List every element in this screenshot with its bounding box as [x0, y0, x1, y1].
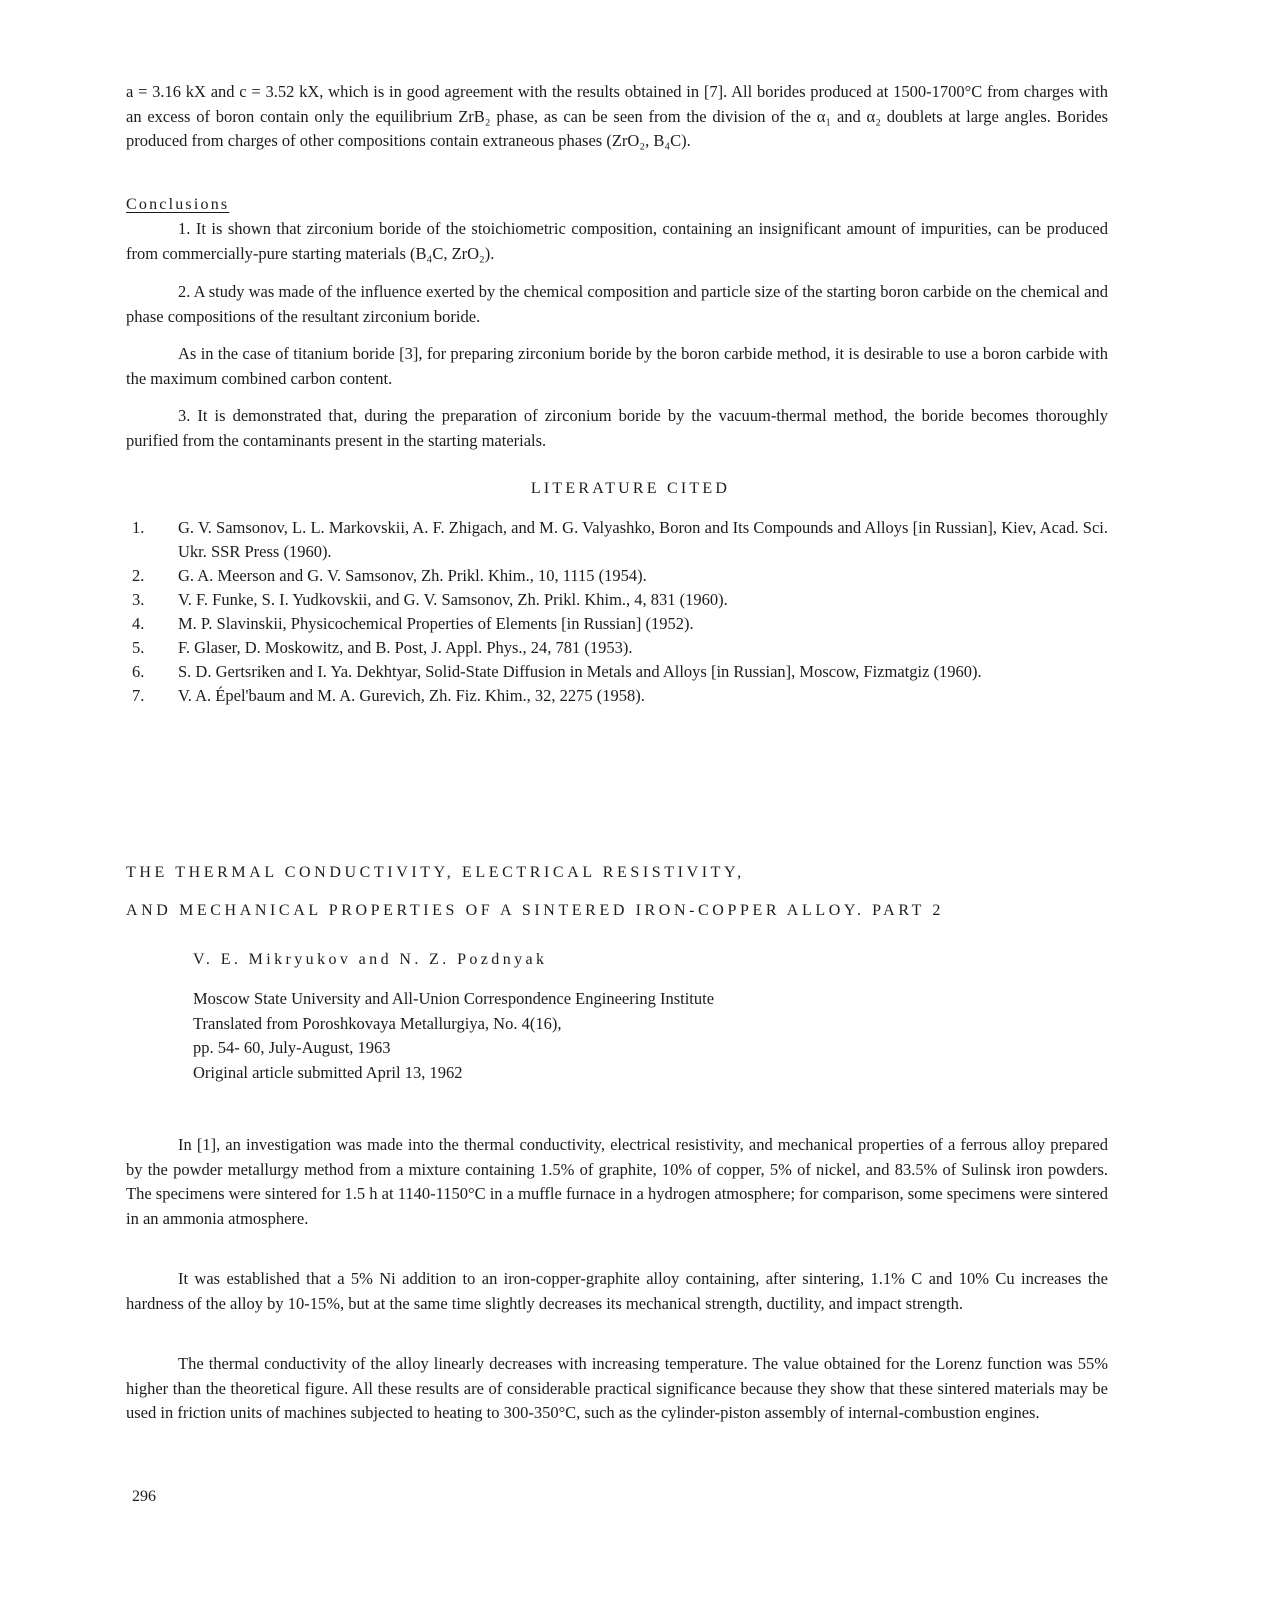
page-range: pp. 54- 60, July-August, 1963 [193, 1038, 391, 1057]
reference-item [132, 564, 1108, 588]
conclusion-item-4: 3. It is demonstrated that, during the preparation of zirconium boride by the vacuum-thermal method, the boride becomes thoroughly purified from the contaminants present in the starting materials. [126, 406, 1108, 450]
reference-text: G. V. Samsonov, L. L. Markovskii, A. F. Zhigach, and M. G. Valyashko, Boron and Its Compounds and Alloys [in Russian], Kiev, Acad. Sci. Ukr. SSR Press (1960). [178, 518, 1108, 561]
reference-item [132, 660, 1108, 684]
reference-item [132, 588, 1108, 612]
article-title-line-2: AND MECHANICAL PROPERTIES OF A SINTERED IRON-COPPER ALLOY. PART 2 [126, 902, 944, 919]
reference-number: 3. [132, 590, 145, 609]
reference-number: 6. [132, 662, 145, 681]
reference-number: 7. [132, 686, 145, 705]
reference-number: 4. [132, 614, 145, 633]
translated-from: Translated from Poroshkovaya Metallurgiya, No. 4(16), [193, 1013, 562, 1033]
conclusions-heading: Conclusions [126, 196, 230, 213]
reference-number: 1. [132, 518, 145, 537]
reference-list [132, 516, 1108, 708]
reference-text: S. D. Gertsriken and I. Ya. Dekhtyar, Solid-State Diffusion in Metals and Alloys [in Russian], Moscow, Fizmatgiz (1960). [178, 662, 982, 681]
reference-number: 2. [132, 566, 145, 585]
article-title-line-1: THE THERMAL CONDUCTIVITY, ELECTRICAL RESISTIVITY, [126, 864, 745, 881]
reference-text: G. A. Meerson and G. V. Samsonov, Zh. Prikl. Khim., 10, 1115 (1954). [178, 566, 647, 585]
reference-item [132, 636, 1108, 660]
reference-number: 5. [132, 638, 145, 657]
article-affiliation-block [193, 987, 714, 1085]
reference-item [132, 684, 1108, 708]
conclusion-item-1: 1. It is shown that zirconium boride of the stoichiometric composition, containing an insignificant amount of impurities, can be produced from commercially-pure starting materials (B₄C, ZrO₂). [126, 219, 1108, 263]
article-authors: V. E. Mikryukov and N. Z. Pozdnyak [193, 951, 548, 968]
literature-heading: LITERATURE CITED [530, 480, 731, 497]
reference-text: V. A. Épel'baum and M. A. Gurevich, Zh. Fiz. Khim., 32, 2275 (1958). [178, 686, 645, 705]
submission-date: Original article submitted April 13, 1962 [193, 1062, 463, 1082]
reference-text: V. F. Funke, S. I. Yudkovskii, and G. V. Samsonov, Zh. Prikl. Khim., 4, 831 (1960). [178, 590, 728, 609]
body-paragraph-1: In [1], an investigation was made into the thermal conductivity, electrical resistivity, and mechanical properties of a ferrous alloy prepared by the powder metallurgy method from a mixture containing 1.5% of graphite, 10% of copper, 5% of nickel, and 83.5% of Sulinsk iron powders. The specimens were sintered for 1.5 h at 1140-1150°C in a muffle furnace in a hydrogen atmosphere; for comparison, some specimens were sintered in an ammonia atmosphere. [126, 1135, 1108, 1228]
affiliation: Moscow State University and All-Union Correspondence Engineering Institute [193, 989, 715, 1008]
body-paragraph-2: It was established that a 5% Ni addition to an iron-copper-graphite alloy containing, after sintering, 1.1% C and 10% Cu increases the hardness of the alloy by 10-15%, but at the same time slightly decreases its mechanical strength, ductility, and impact strength. [126, 1269, 1108, 1313]
intro-paragraph: a = 3.16 kX and c = 3.52 kX, which is in good agreement with the results obtained in [7]. All borides produced at 1500-1700°C from charges with an excess of boron contain only the equilibrium ZrB₂ phase, as can be seen from the division of the α₁ and α₂ doublets at large angles. Borides produced from charges of other compositions contain extraneous phases (ZrO₂, B₄C). [126, 82, 1108, 150]
reference-item [132, 516, 1108, 564]
reference-text: M. P. Slavinskii, Physicochemical Properties of Elements [in Russian] (1952). [178, 614, 694, 633]
conclusion-item-2: 2. A study was made of the influence exerted by the chemical composition and particle size of the starting boron carbide on the chemical and phase compositions of the resultant zirconium boride. [126, 282, 1108, 326]
reference-item [132, 612, 1108, 636]
body-paragraph-3: The thermal conductivity of the alloy linearly decreases with increasing temperature. The value obtained for the Lorenz function was 55% higher than the theoretical figure. All these results are of considerable practical significance because they show that these sintered materials may be used in friction units of machines subjected to heating to 300-350°C, such as the cylinder-piston assembly of internal-combustion engines. [126, 1354, 1108, 1422]
reference-text: F. Glaser, D. Moskowitz, and B. Post, J. Appl. Phys., 24, 781 (1953). [178, 638, 633, 657]
page-number: 296 [132, 1488, 156, 1505]
conclusion-item-3: As in the case of titanium boride [3], for preparing zirconium boride by the boron carbide method, it is desirable to use a boron carbide with the maximum combined carbon content. [126, 344, 1108, 388]
